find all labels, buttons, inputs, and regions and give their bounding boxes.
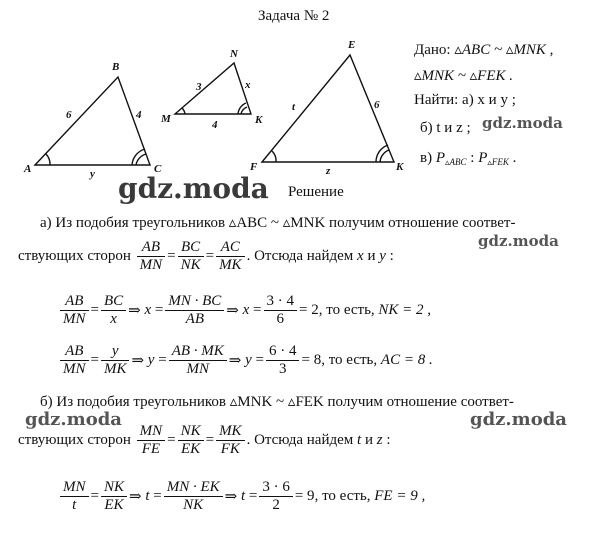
problem-title: Задача № 2	[258, 8, 330, 24]
part-a-intro-2: ствующих сторон $\frac{AB}{MN}$ = $\frac{BC}{NK}$ = $\frac{AC}{MK}$ . Отсюда найдем x и y :	[18, 238, 394, 273]
watermark: gdz.moda	[470, 409, 567, 430]
part-a-x-calc: $\frac{AB}{MN}$ = $\frac{BC}{x}$ ⇒ x = $\frac{MN \cdot BC}{AB}$ ⇒ x = $\frac{3 \cdot 4}{6}$ = 2 , то есть, NK = 2 ,	[58, 290, 431, 330]
triangle-mnk	[175, 63, 251, 114]
side-ab: 6	[66, 109, 72, 121]
find-line-1: Найти: а) x и y ;	[414, 92, 516, 108]
vertex-k-small: K	[255, 114, 263, 126]
vertex-c: C	[154, 163, 162, 175]
find-line-2: б) t и z ;	[420, 120, 471, 136]
side-mk: 4	[212, 119, 218, 131]
watermark: gdz.moda	[482, 114, 563, 132]
given-line-2: ▵MNK ~ ▵FEK .	[414, 68, 514, 84]
side-fe: t	[292, 101, 296, 113]
vertex-b: B	[112, 61, 120, 73]
watermark: gdz.moda	[478, 232, 559, 250]
vertex-n: N	[230, 48, 238, 60]
vertex-k-large: K	[396, 161, 404, 173]
part-a-intro-1: а) Из подобия треугольников ▵ABC ~ ▵MNK получим отношение соответ-	[40, 215, 516, 231]
vertex-a: A	[24, 163, 32, 175]
vertex-f: F	[250, 161, 258, 173]
side-mn: 3	[196, 81, 202, 93]
part-b-intro-2: ствующих сторон $\frac{MN}{FE}$ = $\frac{NK}{EK}$ = $\frac{MK}{FK}$ . Отсюда найдем t и z :	[18, 422, 391, 457]
find-line-3: в) $P_{▵ABC}$ : $P_{▵FEK}$ .	[420, 150, 517, 167]
side-bc: 4	[136, 109, 142, 121]
vertex-e: E	[348, 39, 356, 51]
watermark: gdz.moda	[118, 172, 269, 205]
side-ac: y	[90, 168, 95, 180]
vertex-m: M	[161, 113, 171, 125]
part-b-t-calc: $\frac{MN}{t}$ = $\frac{NK}{EK}$ ⇒ t = $\frac{MN \cdot EK}{NK}$ ⇒ t = $\frac{3 \cdot 6}{2}$ = 9 , то есть, FE = 9 ,	[58, 476, 425, 516]
side-nk: x	[245, 79, 251, 91]
watermark: gdz.moda	[25, 409, 122, 430]
triangle-abc	[35, 77, 150, 165]
side-ek: 6	[374, 99, 380, 111]
triangles-figure	[0, 30, 420, 180]
part-a-y-calc: $\frac{AB}{MN}$ = $\frac{y}{MK}$ ⇒ y = $\frac{AB \cdot MK}{MN}$ ⇒ y = $\frac{6 \cdot 4}{3}$ = 8 , то есть, AC = 8 .	[58, 340, 433, 380]
given-line-1: Дано: ▵ABC ~ ▵MNK ,	[414, 42, 554, 58]
solution-heading: Решение	[288, 184, 344, 200]
side-fk: z	[326, 165, 331, 177]
part-b-intro-1: б) Из подобия треугольников ▵MNK ~ ▵FEK получим отношение соответ-	[40, 394, 514, 410]
